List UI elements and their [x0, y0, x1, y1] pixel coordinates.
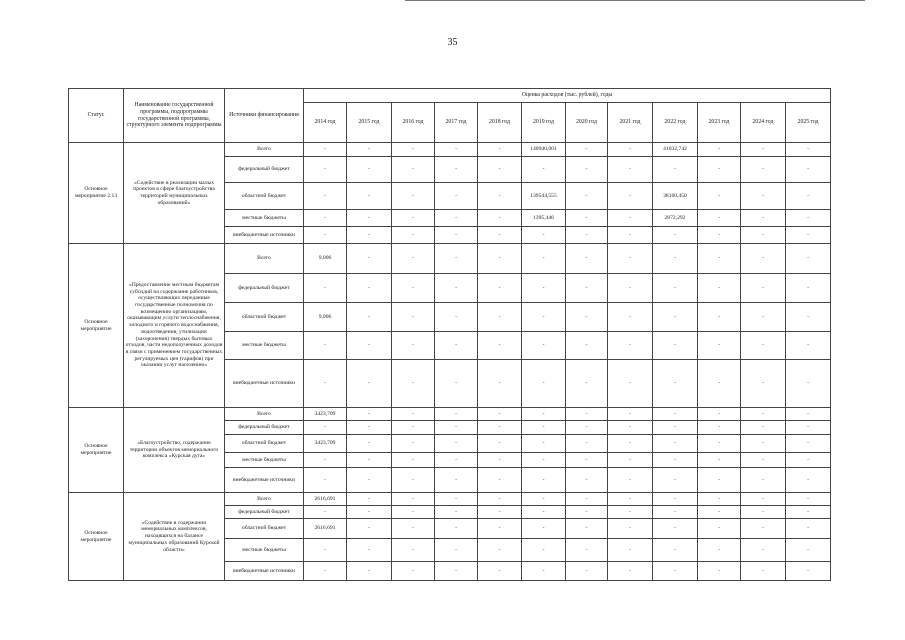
value-cell: - [741, 506, 786, 519]
value-cell: - [741, 519, 786, 539]
value-cell: - [392, 274, 435, 303]
value-cell: - [653, 506, 698, 519]
header-name: Наименование государственной программы, подпрограммы государственной программы, структурного элемента подпрограммы [124, 89, 225, 143]
value-cell: - [566, 421, 608, 435]
value-cell: - [478, 435, 522, 453]
value-cell: 2872,292 [653, 210, 698, 227]
value-cell: - [653, 157, 698, 183]
value-cell: - [435, 227, 478, 244]
value-cell: - [392, 360, 435, 408]
value-cell: - [392, 183, 435, 210]
value-cell: - [786, 143, 831, 157]
value-cell: - [304, 157, 347, 183]
value-cell: - [741, 562, 786, 581]
value-cell: - [478, 210, 522, 227]
value-cell: - [786, 539, 831, 562]
value-cell: - [478, 332, 522, 360]
value-cell: - [304, 453, 347, 468]
value-cell: - [392, 453, 435, 468]
value-cell: - [698, 227, 741, 244]
value-cell: 9,006 [304, 244, 347, 274]
value-cell: - [653, 408, 698, 421]
value-cell: 38160,450 [653, 183, 698, 210]
header-year: 2022 год [653, 103, 698, 143]
value-cell: - [304, 210, 347, 227]
value-cell: - [698, 468, 741, 493]
value-cell: - [741, 435, 786, 453]
value-cell: - [786, 468, 831, 493]
value-cell: - [522, 303, 566, 332]
value-cell: - [786, 519, 831, 539]
value-cell: - [566, 227, 608, 244]
value-cell: - [608, 435, 653, 453]
value-cell: - [522, 360, 566, 408]
value-cell: - [435, 157, 478, 183]
funding-source: внебюджетные источники [225, 562, 304, 581]
header-year: 2015 год [347, 103, 392, 143]
value-cell: - [347, 227, 392, 244]
value-cell: 140940,001 [522, 143, 566, 157]
value-cell: - [478, 274, 522, 303]
value-cell: - [741, 408, 786, 421]
value-cell: - [347, 183, 392, 210]
value-cell: - [698, 210, 741, 227]
value-cell: - [786, 562, 831, 581]
value-cell: - [698, 435, 741, 453]
value-cell: - [786, 244, 831, 274]
value-cell: - [347, 408, 392, 421]
value-cell: - [435, 493, 478, 506]
value-cell: 3423,709 [304, 435, 347, 453]
header-source: Источники финансирования [225, 89, 304, 143]
value-cell: - [786, 157, 831, 183]
funding-source: внебюджетные источники [225, 227, 304, 244]
value-cell: - [653, 360, 698, 408]
value-cell: - [608, 157, 653, 183]
value-cell: - [392, 303, 435, 332]
value-cell: - [392, 562, 435, 581]
value-cell: - [608, 539, 653, 562]
value-cell: - [698, 562, 741, 581]
value-cell: - [566, 332, 608, 360]
value-cell: - [347, 210, 392, 227]
value-cell: - [392, 210, 435, 227]
budget-table [68, 88, 831, 581]
funding-source: федеральный бюджет [225, 421, 304, 435]
value-cell: - [741, 227, 786, 244]
value-cell: - [653, 562, 698, 581]
value-cell: - [347, 157, 392, 183]
value-cell: - [786, 421, 831, 435]
value-cell: - [653, 453, 698, 468]
value-cell: - [698, 506, 741, 519]
value-cell: - [478, 227, 522, 244]
value-cell: - [478, 468, 522, 493]
value-cell: - [435, 519, 478, 539]
value-cell: - [566, 303, 608, 332]
header-year: 2017 год [435, 103, 478, 143]
top-rule [405, 0, 865, 1]
value-cell: - [566, 360, 608, 408]
value-cell: - [786, 408, 831, 421]
value-cell: - [478, 303, 522, 332]
value-cell: - [608, 303, 653, 332]
header-year: 2025 год [786, 103, 831, 143]
value-cell: - [478, 539, 522, 562]
value-cell: - [347, 453, 392, 468]
value-cell: - [741, 274, 786, 303]
value-cell: - [653, 468, 698, 493]
value-cell: - [304, 562, 347, 581]
value-cell: - [435, 468, 478, 493]
value-cell: - [347, 274, 392, 303]
value-cell: - [478, 183, 522, 210]
value-cell: - [608, 408, 653, 421]
value-cell: - [608, 493, 653, 506]
value-cell: - [347, 332, 392, 360]
value-cell: - [435, 332, 478, 360]
funding-source: областной бюджет [225, 435, 304, 453]
value-cell: - [608, 244, 653, 274]
value-cell: - [304, 421, 347, 435]
value-cell: - [347, 143, 392, 157]
value-cell: - [304, 183, 347, 210]
value-cell: - [435, 183, 478, 210]
value-cell: - [698, 408, 741, 421]
value-cell: - [435, 506, 478, 519]
header-year: 2014 год [304, 103, 347, 143]
value-cell: - [347, 539, 392, 562]
header-year: 2021 год [608, 103, 653, 143]
value-cell: - [392, 421, 435, 435]
value-cell: - [304, 274, 347, 303]
value-cell: - [653, 435, 698, 453]
value-cell: - [608, 562, 653, 581]
value-cell: - [435, 435, 478, 453]
value-cell: - [566, 453, 608, 468]
table-row [69, 143, 831, 157]
header-year: 2023 год [698, 103, 741, 143]
value-cell: - [653, 519, 698, 539]
value-cell: - [392, 157, 435, 183]
value-cell: - [741, 183, 786, 210]
value-cell: - [698, 539, 741, 562]
value-cell: - [741, 143, 786, 157]
value-cell: - [698, 360, 741, 408]
value-cell: - [741, 244, 786, 274]
value-cell: - [522, 519, 566, 539]
value-cell: - [347, 493, 392, 506]
funding-source: внебюджетные источники [225, 360, 304, 408]
value-cell: - [698, 274, 741, 303]
value-cell: - [786, 435, 831, 453]
value-cell: - [522, 244, 566, 274]
value-cell: - [608, 210, 653, 227]
value-cell: - [566, 435, 608, 453]
value-cell: - [698, 493, 741, 506]
value-cell: - [608, 421, 653, 435]
header-year: 2016 год [392, 103, 435, 143]
value-cell: - [392, 539, 435, 562]
funding-source: федеральный бюджет [225, 274, 304, 303]
value-cell: - [653, 332, 698, 360]
value-cell: - [435, 244, 478, 274]
value-cell: - [392, 244, 435, 274]
value-cell: - [478, 360, 522, 408]
value-cell: - [392, 493, 435, 506]
value-cell: - [435, 539, 478, 562]
value-cell: - [566, 244, 608, 274]
value-cell: - [392, 519, 435, 539]
value-cell: - [786, 453, 831, 468]
value-cell: - [786, 227, 831, 244]
value-cell: - [741, 421, 786, 435]
value-cell: - [653, 539, 698, 562]
header-estimate: Оценка расходов (тыс. рублей), годы [304, 89, 831, 103]
value-cell: - [566, 506, 608, 519]
value-cell: - [522, 157, 566, 183]
value-cell: - [608, 453, 653, 468]
table-body [69, 143, 831, 581]
value-cell: - [698, 453, 741, 468]
value-cell: - [392, 332, 435, 360]
value-cell: - [786, 332, 831, 360]
value-cell: - [522, 421, 566, 435]
value-cell: - [392, 227, 435, 244]
table-row [69, 408, 831, 421]
value-cell: - [566, 562, 608, 581]
header-year: 2024 год [741, 103, 786, 143]
funding-source: областной бюджет [225, 519, 304, 539]
value-cell: - [653, 227, 698, 244]
value-cell: - [392, 408, 435, 421]
table-row [69, 493, 831, 506]
value-cell: - [566, 468, 608, 493]
value-cell: - [741, 360, 786, 408]
value-cell: - [304, 506, 347, 519]
value-cell: - [608, 506, 653, 519]
value-cell: - [392, 143, 435, 157]
value-cell: - [566, 157, 608, 183]
value-cell: 2616,691 [304, 493, 347, 506]
funding-source: Всего [225, 143, 304, 157]
section-name: «Содействие в содержании мемориальных комплексов, находящихся на балансе муниципальных образований Курской области» [124, 493, 225, 581]
value-cell: - [608, 274, 653, 303]
value-cell: - [608, 468, 653, 493]
header-year: 2020 год [566, 103, 608, 143]
section-name: «Благоустройство, содержание территории объектов мемориального комплекса «Курская дуга» [124, 408, 225, 493]
value-cell: - [566, 408, 608, 421]
header-year: 2018 год [478, 103, 522, 143]
value-cell: - [741, 332, 786, 360]
value-cell: - [478, 519, 522, 539]
value-cell: - [653, 303, 698, 332]
value-cell: - [478, 421, 522, 435]
value-cell: - [786, 303, 831, 332]
value-cell: - [741, 210, 786, 227]
value-cell: - [608, 360, 653, 408]
value-cell: - [566, 183, 608, 210]
value-cell: - [786, 274, 831, 303]
value-cell: 9,006 [304, 303, 347, 332]
value-cell: - [698, 332, 741, 360]
value-cell: - [435, 360, 478, 408]
value-cell: - [435, 143, 478, 157]
value-cell: - [698, 519, 741, 539]
value-cell: - [478, 562, 522, 581]
value-cell: - [347, 421, 392, 435]
table-row [69, 244, 831, 274]
value-cell: - [304, 143, 347, 157]
value-cell: - [566, 519, 608, 539]
value-cell: - [741, 493, 786, 506]
value-cell: - [698, 143, 741, 157]
value-cell: - [608, 227, 653, 244]
value-cell: 1395,446 [522, 210, 566, 227]
value-cell: - [478, 506, 522, 519]
value-cell: - [653, 274, 698, 303]
value-cell: - [698, 303, 741, 332]
value-cell: - [522, 274, 566, 303]
value-cell: - [566, 210, 608, 227]
value-cell: - [741, 453, 786, 468]
funding-source: местные бюджеты [225, 453, 304, 468]
value-cell: - [566, 143, 608, 157]
funding-source: местные бюджеты [225, 210, 304, 227]
value-cell: - [786, 506, 831, 519]
value-cell: - [392, 468, 435, 493]
value-cell: - [347, 562, 392, 581]
value-cell: - [522, 539, 566, 562]
value-cell: - [435, 408, 478, 421]
value-cell: - [608, 143, 653, 157]
value-cell: - [698, 157, 741, 183]
value-cell: - [435, 303, 478, 332]
value-cell: 2616,691 [304, 519, 347, 539]
value-cell: - [741, 157, 786, 183]
value-cell: - [522, 493, 566, 506]
value-cell: - [347, 506, 392, 519]
value-cell: - [347, 303, 392, 332]
value-cell: - [392, 435, 435, 453]
value-cell: - [522, 227, 566, 244]
value-cell: - [786, 183, 831, 210]
funding-source: Всего [225, 493, 304, 506]
section-status: Основное мероприятие 2.13 [69, 143, 124, 244]
page-number: 35 [447, 37, 458, 48]
value-cell: 3423,709 [304, 408, 347, 421]
funding-source: областной бюджет [225, 303, 304, 332]
section-name: «Содействие в реализации малых проектов в сфере благоустройства территорий муниципальных образований» [124, 143, 225, 244]
value-cell: - [478, 143, 522, 157]
value-cell: - [698, 183, 741, 210]
header-year: 2019 год [522, 103, 566, 143]
value-cell: - [347, 435, 392, 453]
value-cell: - [347, 519, 392, 539]
value-cell: - [608, 519, 653, 539]
value-cell: - [522, 435, 566, 453]
value-cell: - [478, 157, 522, 183]
value-cell: - [347, 360, 392, 408]
value-cell: - [522, 453, 566, 468]
value-cell: - [741, 539, 786, 562]
section-name: «Предоставление местным бюджетам субсидий на содержание работников, осуществляющих переданные государственные полномочия по возмещению организациям, оказывающим услуги теплоснабжения, холодного и горячего водоснабжения, водоотведения, утилизации (захоронения) твердых бытовых отходов, части недополученных доходов в связи с применением государственных регулируемых цен (тарифов) при оказании услуг населению» [124, 244, 225, 408]
value-cell: - [698, 244, 741, 274]
value-cell: - [478, 408, 522, 421]
value-cell: - [435, 562, 478, 581]
value-cell: - [478, 453, 522, 468]
funding-source: местные бюджеты [225, 539, 304, 562]
value-cell: - [435, 274, 478, 303]
value-cell: - [786, 210, 831, 227]
value-cell: - [786, 360, 831, 408]
value-cell: - [566, 539, 608, 562]
funding-source: федеральный бюджет [225, 506, 304, 519]
value-cell: - [653, 244, 698, 274]
value-cell: - [653, 493, 698, 506]
value-cell: - [347, 244, 392, 274]
value-cell: - [566, 274, 608, 303]
header-status: Статус [69, 89, 124, 143]
value-cell: - [786, 493, 831, 506]
funding-source: федеральный бюджет [225, 157, 304, 183]
value-cell: - [522, 408, 566, 421]
value-cell: - [566, 493, 608, 506]
value-cell: - [347, 468, 392, 493]
value-cell: - [435, 210, 478, 227]
funding-source: местные бюджеты [225, 332, 304, 360]
value-cell: 139544,555 [522, 183, 566, 210]
section-status: Основное мероприятие [69, 493, 124, 581]
value-cell: - [304, 360, 347, 408]
value-cell: - [435, 421, 478, 435]
table-header [69, 89, 831, 143]
value-cell: - [608, 332, 653, 360]
funding-source: Всего [225, 408, 304, 421]
funding-source: Всего [225, 244, 304, 274]
value-cell: - [653, 421, 698, 435]
value-cell: - [392, 506, 435, 519]
value-cell: - [304, 539, 347, 562]
value-cell: - [478, 493, 522, 506]
section-status: Основное мероприятие [69, 244, 124, 408]
value-cell: - [478, 244, 522, 274]
value-cell: - [741, 468, 786, 493]
value-cell: - [741, 303, 786, 332]
value-cell: - [522, 562, 566, 581]
value-cell: - [304, 332, 347, 360]
funding-source: областной бюджет [225, 183, 304, 210]
value-cell: - [304, 227, 347, 244]
value-cell: 41032,742 [653, 143, 698, 157]
funding-source: внебюджетные источники [225, 468, 304, 493]
value-cell: - [522, 332, 566, 360]
value-cell: - [698, 421, 741, 435]
value-cell: - [522, 506, 566, 519]
section-status: Основное мероприятие [69, 408, 124, 493]
value-cell: - [304, 468, 347, 493]
value-cell: - [435, 453, 478, 468]
value-cell: - [608, 183, 653, 210]
value-cell: - [522, 468, 566, 493]
